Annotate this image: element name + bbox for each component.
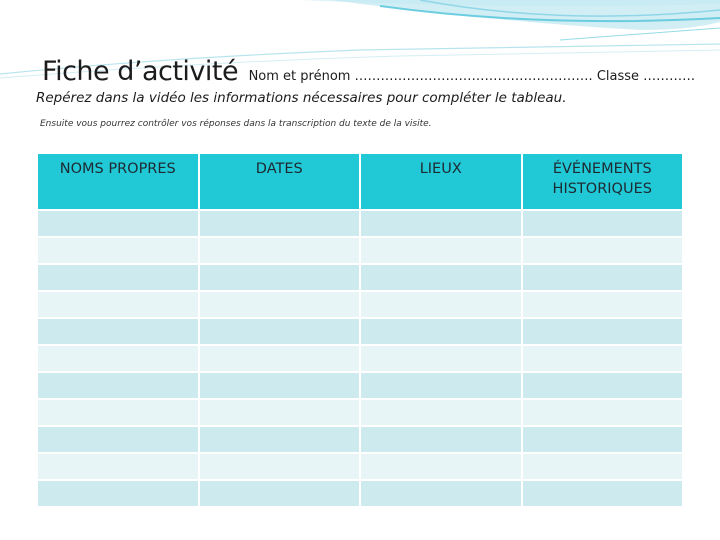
table-cell[interactable] — [360, 291, 522, 318]
table-cell[interactable] — [37, 318, 199, 345]
table-cell[interactable] — [199, 372, 361, 399]
table-cell[interactable] — [199, 345, 361, 372]
column-header-evenements: ÉVÉNEMENTS HISTORIQUES — [522, 153, 684, 210]
table-cell[interactable] — [522, 399, 684, 426]
table-cell[interactable] — [360, 372, 522, 399]
table-row — [37, 264, 683, 291]
table-cell[interactable] — [360, 453, 522, 480]
table-cell[interactable] — [199, 426, 361, 453]
table-cell[interactable] — [360, 399, 522, 426]
table-row — [37, 372, 683, 399]
table-cell[interactable] — [37, 480, 199, 507]
table-cell[interactable] — [37, 291, 199, 318]
table-header-row — [37, 153, 683, 210]
table-row — [37, 237, 683, 264]
table-cell[interactable] — [360, 426, 522, 453]
name-class-fields: Nom et prénom ………………………………………………. Classe ………… — [248, 69, 696, 84]
table-row — [37, 210, 683, 237]
table-cell[interactable] — [199, 210, 361, 237]
table-cell[interactable] — [37, 453, 199, 480]
table-cell[interactable] — [199, 264, 361, 291]
table-row — [37, 426, 683, 453]
table-cell[interactable] — [199, 399, 361, 426]
table-cell[interactable] — [522, 237, 684, 264]
table-cell[interactable] — [522, 372, 684, 399]
column-header-lieux: LIEUX — [360, 153, 522, 210]
table-row — [37, 345, 683, 372]
column-header-dates: DATES — [199, 153, 361, 210]
table-cell[interactable] — [199, 318, 361, 345]
table-cell[interactable] — [360, 318, 522, 345]
table-cell[interactable] — [37, 210, 199, 237]
table-cell[interactable] — [522, 264, 684, 291]
table-row — [37, 480, 683, 507]
table-row — [37, 291, 683, 318]
table-cell[interactable] — [522, 345, 684, 372]
table-cell[interactable] — [522, 426, 684, 453]
header-line — [42, 56, 695, 87]
table-cell[interactable] — [199, 237, 361, 264]
table-cell[interactable] — [360, 480, 522, 507]
table-cell[interactable] — [37, 264, 199, 291]
table-cell[interactable] — [360, 210, 522, 237]
table-cell[interactable] — [37, 237, 199, 264]
table-cell[interactable] — [37, 426, 199, 453]
table-cell[interactable] — [37, 372, 199, 399]
table-row — [37, 318, 683, 345]
table-cell[interactable] — [199, 291, 361, 318]
table-cell[interactable] — [360, 264, 522, 291]
table-cell[interactable] — [522, 210, 684, 237]
table-cell[interactable] — [199, 453, 361, 480]
activity-table — [36, 152, 684, 508]
table-row — [37, 399, 683, 426]
instruction-text: Repérez dans la vidéo les informations nécessaires pour compléter le tableau. — [36, 90, 567, 106]
table-cell[interactable] — [360, 237, 522, 264]
table-cell[interactable] — [199, 480, 361, 507]
note-text: Ensuite vous pourrez contrôler vos réponses dans la transcription du texte de la visite. — [40, 119, 432, 129]
table-cell[interactable] — [522, 453, 684, 480]
table-cell[interactable] — [522, 318, 684, 345]
table-body — [37, 210, 683, 507]
page-title: Fiche d’activité — [42, 56, 239, 87]
table-cell[interactable] — [522, 291, 684, 318]
table-cell[interactable] — [37, 399, 199, 426]
table-cell[interactable] — [522, 480, 684, 507]
table-cell[interactable] — [360, 345, 522, 372]
column-header-noms-propres: NOMS PROPRES — [37, 153, 199, 210]
table-cell[interactable] — [37, 345, 199, 372]
table-row — [37, 453, 683, 480]
